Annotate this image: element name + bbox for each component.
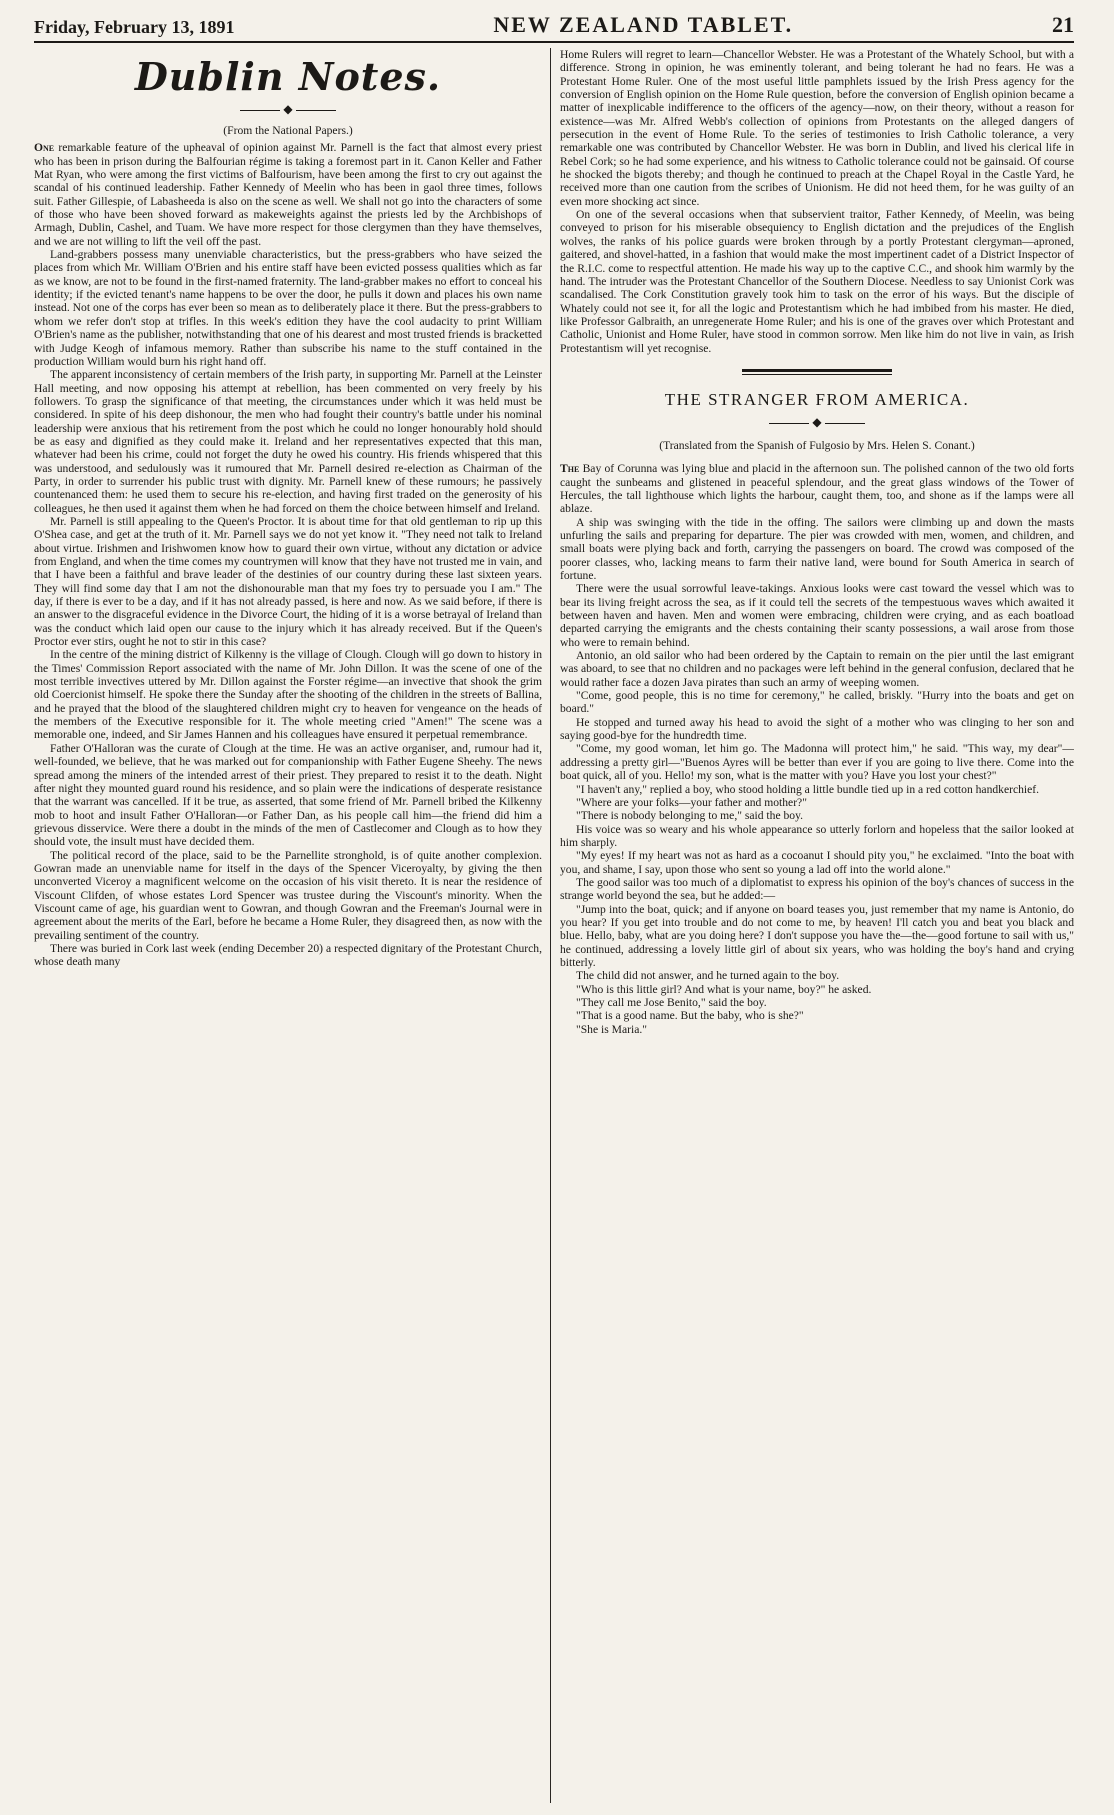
story-title: THE STRANGER FROM AMERICA. [664,389,970,409]
masthead [34,8,1074,43]
story-paragraph: "That is a good name. But the baby, who is she?" [576,1009,804,1023]
story-paragraph: "She is Maria." [576,1022,647,1036]
story-paragraph: "They call me Jose Benito," said the boy. [576,996,767,1009]
story-paragraph: His voice was so weary and his whole appearance so utterly forlorn and hopeless that the sailor looked at him sharply. [560,822,1074,849]
dublin-notes-heading: Dublin Notes. [134,54,442,99]
article-paragraph: The political record of the place, said to be the Parnellite stronghold, is of quite another complexion. Gowran made an unenviable name for itself in the days of the Spencer Viceroyalty, by giving the then unconverted Viceroy a magnificent welcome on the occasion of his visit thereto. It is near the residence of Viscount Clifden, of whose estates Lord Spencer was trustee during the Viscount's minority. When the Viscount came of age, his guardian went to Gowran, and though Gowran and the Freeman's Journal were in agreement about the merits of the Earl, before he became a Home Ruler, they disagreed then, as now with the prevailing sentiment of the country. [34,848,542,942]
story-paragraph: "Where are your folks—your father and mother?" [576,795,807,809]
story-paragraph: Antonio, an old sailor who had been ordered by the Captain to remain on the pier until the last emigrant was aboard, to see that no children and no packages were left behind in the general confusion, declared that he would rather face a dozen Java pirates than such an army of weeping women. [560,649,1074,689]
article-paragraph: Mr. Parnell is still appealing to the Queen's Proctor. It is about time for that old gentleman to rip up this O'Shea case, and get at the truth of it. Mr. Parnell says we do not yet know it. "They need not talk to Ireland about virtue. Irishmen and Irishwomen know how to guard their own virtue, without any dictation or advice from England, and when the time comes my countrymen will know that they have not trusted me in vain, and that I have been a faithful and brave leader of the destinies of our country during these last sixteen years. They will find some day that I am not the dishonourable man that my foes try to persuade you I am." The day, if there is ever to be a day, and if it has not already passed, is here and now. As we said before, if there is an answer to the disgraceful evidence in the Divorce Court, the hiding of it is a worse betrayal of Ireland than was the conduct which laid open our cause to the injury which it has already received. But if the Queen's Proctor ever stirs, ought he not to stir in this case? [34,514,542,649]
story-paragraph: "Who is this little girl? And what is your name, boy?" he asked. [576,982,872,996]
story-paragraph: The Bay of Corunna was lying blue and placid in the afternoon sun. The polished cannon of the two old forts caught the sunbeams and glistened in peaceful splendour, and the great glass windows of the Tower of Hercules, the tall lighthouse which lights the harbour, caught them, too, and shone as if the lamps were all ablaze. [560,462,1074,516]
story-paragraph: "Jump into the boat, quick; and if anyone on board teases you, just remember that my name is Antonio, do you hear? If you get into trouble and do not come to me, by heaven! I'll catch you and beat you black and blue. Hello, baby, what are you doing here? I don't suppose you have the—the—good fortune to sail with us," he continued, addressing a lovely little girl of about six years, who was holding the boy's hand and crying bitterly. [560,902,1074,969]
story-paragraph: "Come, my good woman, let him go. The Madonna will protect him," he said. "This way, my dear"—addressing a pretty girl—"Buenos Ayres will be better than ever if you are going to live there. Come into the boat quick, all of you. Hello! my son, what is the matter with you? Have you lost your chest?" [560,742,1074,783]
column-divider [550,48,551,1803]
section-separator [742,369,892,375]
translation-note: (Translated from the Spanish of Fulgosio by Mrs. Helen S. Conant.) [659,438,975,452]
article-paragraph: The apparent inconsistency of certain members of the Irish party, in supporting Mr. Parnell at the Leinster Hall meeting, and now opposing his attempt at rebellion, has been commented on very freely by his followers. To grasp the significance of that meeting, the circumstances under which it was held must be considered. In spite of his deep dishonour, the men who had fought their country's battle under his nominal leadership were anxious that his retirement from the post which he could no longer honourably hold should be as easy and dignified as they could make it. Ireland and her representatives expected that this man, whatever had been his crime, could not forget the duty he owed his country. His friends whispered that this was understood, and sedulously was it rumoured that Mr. Parnell desired re-election as Chairman of the Party, in order to surrender his public trust with dignity. Mr. Parnell knew of these rumours; he passively countenanced them: he used them to secure his re-election, and having first traded on the generosity of his colleagues, he then used it against them when he had forced on them the choice between himself and Ireland. [34,368,542,515]
source-note: (From the National Papers.) [223,124,353,137]
article-paragraph: Home Rulers will regret to learn—Chancellor Webster. He was a Protestant of the Whately School, but with a difference. Strong in opinion, he was eminently tolerant, and being tolerant he had no fears. He was a Protestant Home Ruler. One of the most useful little pamphlets issued by the Irish Press agency for the conversion of English opinion on the Home Rule question, before the conversion of English opinion became a matter of inexplicable indifference to the officers of the agency—now, on their theory, without a reason for existence—was Mr. Alfred Webb's collection of opinions from Protestants on the alleged dangers of persecution in the event of Home Rule. To the series of testimonies to Irish Catholic tolerance, a very remarkable one was contributed by Chancellor Webster. He was born in Dublin, and lived his clerical life in Rebel Cork; so he had some experience, and his witness to Catholic tolerance could not be gainsaid. Of course he shocked the bigots thereby; and though he continued to preach at the Chapel Royal in the Castle Yard, he received more than one caution from the scribes of Unionism. He did not heed them, for he was guilty of an even more shocking act since. [560,48,1074,208]
story-paragraph: "Come, good people, this is no time for ceremony," he called, briskly. "Hurry into the boats and get on board." [560,689,1074,716]
story-lead-word: The [560,462,580,476]
story-paragraph: The child did not answer, and he turned again to the boy. [576,969,840,983]
lead-word: One [34,141,55,155]
story-paragraph: "There is nobody belonging to me," said the boy. [576,809,804,823]
story-paragraph: He stopped and turned away his head to avoid the sight of a mother who was clinging to her son and saying good-bye for the hundredth time. [560,715,1074,743]
article-paragraph: In the centre of the mining district of Kilkenny is the village of Clough. Clough will go down to history in the Times' Commission Report associated with the name of Mr. John Dillon. It was the scene of one of the most terrible invectives uttered by Mr. Dillon against the Forster régime—an invective that shook the grim old Coercionist himself. He spoke there the Sunday after the shooting of the children in the streets of Ballina, and he prayed that the blood of the slaughtered children might cry to heaven for vengeance on the heads of the members of the Executive responsible for it. The whole meeting cried "Amen!" The scene was a memorable one, indeed, and Sir James Hannen and his colleagues have ensured it perpetual remembrance. [34,648,542,742]
right-column [560,48,1074,1803]
left-column [34,48,542,1803]
story-paragraph: "My eyes! If my heart was not as hard as a cocoanut I should pity you," he exclaimed. "Into the boat with you, and shame, I say, upon those who sent so young a lad off into the world alone." [560,849,1074,876]
story-paragraph: "I haven't any," replied a boy, who stood holding a little bundle tied up in a red cotton handkerchief. [576,782,1040,796]
article-paragraph: There was buried in Cork last week (ending December 20) a respected dignitary of the Protestant Church, whose death many [34,941,542,969]
article-paragraph: On one of the several occasions when that subservient traitor, Father Kennedy, of Meelin, was being conveyed to prison for his miserable obsequiency to English dictation and the prejudices of the English wolves, the ranks of his police guards were broken through by a portly Protestant clergyman—aproned, gaitered, and shovel-hatted, in a fashion that would make the most impertinent cadet of a District Inspector of the R.I.C. come to respectful attention. He made his way up to the captive C.C., and shook him warmly by the hand. The intruder was the Protestant Chancellor of the Southern Diocese. Needless to say Unionist Cork was scandalised. The Cork Constitution gravely took him to task on the error of his ways. But the disciple of Whately could not see it, for all the logic and Protestantism which he had imbibed from his master. He died, like Professor Galbraith, an unregenerate Home Ruler; and his is one of the graves over which Protestant and Catholic, Unionist and Home Ruler, have stood in common sorrow. Men like him do not live in vain, as Irish Protestantism will yet recognise. [560,208,1074,355]
heading-ornament: ◆ [34,102,542,116]
article-paragraph: Land-grabbers possess many unenviable characteristics, but the press-grabbers who have seized the places from which Mr. William O'Brien and his entire staff have been evicted possess qualities which as far as we know, are not to be found in the first-named fraternity. The land-grabber makes no effort to conceal his identity; if the evicted tenant's name happens to be over the door, he pulls it down and places his own name instead. Not one of the corps has ever been so mean as to deliberately place it there. But the press-grabbers to whom we refer don't stop at trifles. In this week's edition they have the cool audacity to print William O'Brien's name as the publisher, notwithstanding that one of his dearest and most trusted friends is bracketted with Judge Keogh of infamous memory. Rather than subscribe his name to the stuff contained in the production William would burn his right hand off. [34,248,542,368]
article-paragraph: One remarkable feature of the upheaval of opinion against Mr. Parnell is the fact that almost every priest who has been in prison during the Balfourian régime is taking a foremost part in it. Canon Keller and Father Mat Ryan, who were among the first victims of Balfourism, have been among the first to cry out against the scandal of his continued leadership. Father Kennedy of Meelin who has been in gaol three times, follows suit. Father Gillespie, of Labasheeda is also on the scene as well. We shall not go into the characters of some of those who have been shoved forward as makeweights against the priests led by the Archbishops of Armagh, Dublin, Cashel, and Tuam. We have more respect for those clergymen than they have themselves, and we are not willing to lift the veil off the past. [34,141,542,248]
story-paragraph: The good sailor was too much of a diplomatist to express his opinion of the boy's chances of success in the strange world beyond the sea, but he added:— [560,875,1074,903]
title-ornament: ◆ [560,415,1074,429]
issue-date: Friday, February 13, 1891 [34,17,235,37]
story-paragraph: A ship was swinging with the tide in the offing. The sailors were climbing up and down the masts unfurling the sails and preparing for departure. The pier was crowded with men, women, and children, and small boats were plying back and forth, carrying the passengers on board. The crowd was composed of the poorer classes, who, lacking means to farm their native land, were bound for South America in search of fortune. [560,515,1074,582]
newspaper-title: NEW ZEALAND TABLET. [493,12,794,37]
article-paragraph: Father O'Halloran was the curate of Clough at the time. He was an active organiser, and, rumour had it, well-founded, we believe, that he was marked out for companionship with Father Eugene Sheehy. The news spread among the miners of the intended arrest of their priest. They prepared to resist it to the death. Night after night they mounted guard round his residence, and so plain were the indications of desperate resistance that the warrant was cancelled. If it be true, as asserted, that some friend of Mr. Parnell bribed the Kilkenny mob to hoot and insult Father O'Halloran—or Father Dan, as his people call him—the friend did him a grievous disservice. Were there a doubt in the minds of the men of Castlecomer and Clough as to how they should vote, the insult must have decided them. [34,741,542,849]
page-number: 21 [1052,12,1074,37]
story-paragraph: There were the usual sorrowful leave-takings. Anxious looks were cast toward the vessel which was to bear its living freight across the sea, as if it could tell the secrets of the tempestuous waves which awaited it between haven and haven. Men and women were embracing, children were crying, and as each boatload departed carrying the emigrants and the chests containing their scanty possessions, a wail arose from those who were to remain behind. [560,582,1074,649]
